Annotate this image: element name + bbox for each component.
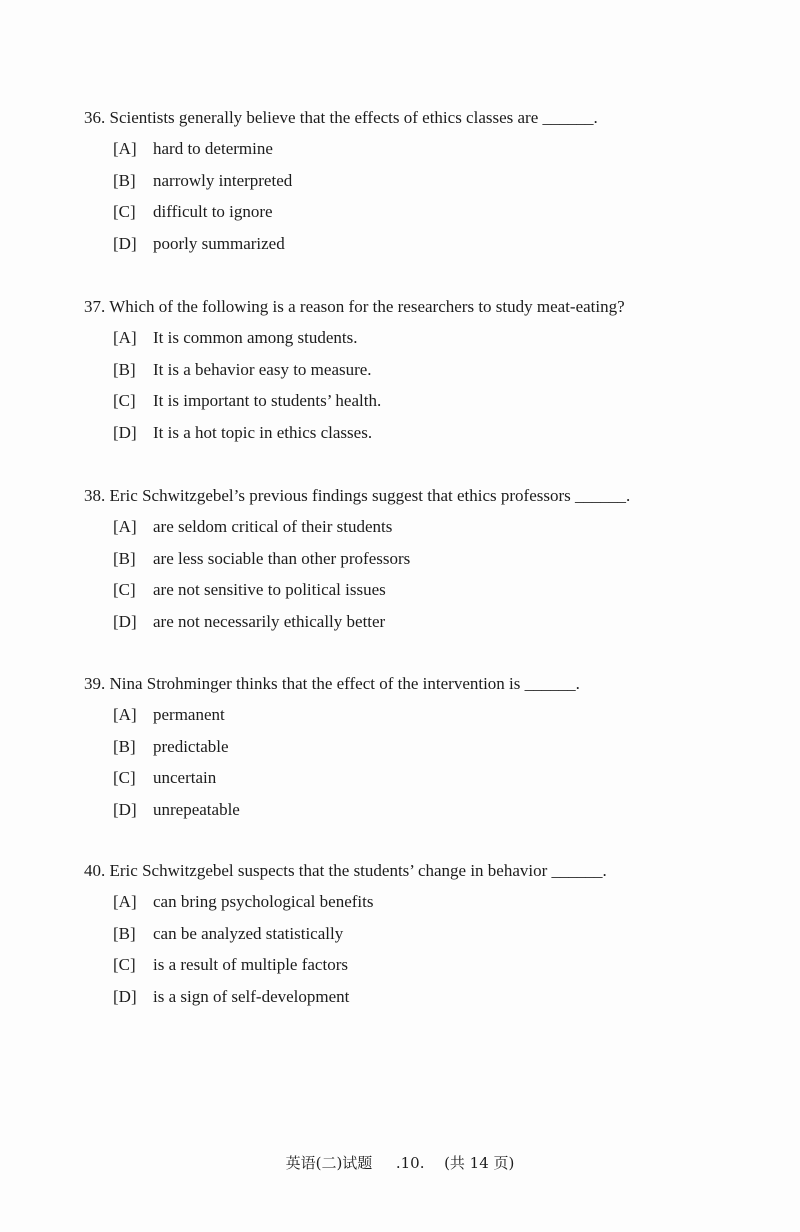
- question-38: [84, 484, 744, 641]
- option-text: uncertain: [153, 768, 217, 788]
- option-b: [113, 169, 744, 201]
- option-a: [113, 703, 744, 735]
- option-list: [84, 326, 744, 452]
- option-a: [113, 515, 744, 547]
- option-b: [113, 358, 744, 390]
- option-letter: [B]: [113, 736, 136, 756]
- option-d: [113, 610, 744, 642]
- option-letter: [A]: [113, 139, 137, 158]
- option-text: poorly summarized: [153, 233, 285, 253]
- option-list: [84, 890, 744, 1016]
- option-d: [113, 232, 744, 264]
- option-c: [113, 953, 744, 985]
- option-text: unrepeatable: [153, 799, 240, 819]
- question-39: [84, 672, 744, 829]
- option-text: is a sign of self-development: [153, 986, 350, 1006]
- option-letter: [A]: [113, 705, 137, 724]
- option-letter: [A]: [113, 892, 137, 911]
- option-text: can be analyzed statistically: [153, 923, 344, 943]
- option-text: predictable: [153, 736, 229, 756]
- question-stem: 39. Nina Strohminger thinks that the effect of the intervention is ______.: [84, 674, 580, 693]
- footer-page-number: .10.: [395, 1154, 425, 1172]
- option-text: It is a hot topic in ethics classes.: [153, 422, 373, 442]
- option-text: It is common among students.: [153, 328, 358, 347]
- option-letter: [D]: [113, 422, 137, 442]
- option-letter: [A]: [113, 328, 137, 347]
- option-text: can bring psychological benefits: [153, 892, 374, 911]
- option-d: [113, 798, 744, 830]
- option-text: permanent: [153, 705, 225, 724]
- option-text: are less sociable than other professors: [153, 548, 411, 568]
- option-letter: [D]: [113, 799, 137, 819]
- option-text: difficult to ignore: [153, 202, 273, 222]
- option-a: [113, 137, 744, 169]
- option-b: [113, 547, 744, 579]
- option-letter: [D]: [113, 233, 137, 253]
- option-b: [113, 922, 744, 954]
- option-text: narrowly interpreted: [153, 170, 293, 190]
- option-c: [113, 200, 744, 232]
- option-letter: [B]: [113, 359, 136, 379]
- option-letter: [C]: [113, 202, 136, 222]
- option-d: [113, 985, 744, 1017]
- footer-total-pages: (共 14 页): [444, 1154, 515, 1172]
- option-letter: [D]: [113, 611, 137, 631]
- option-text: is a result of multiple factors: [153, 955, 348, 975]
- option-d: [113, 421, 744, 453]
- option-c: [113, 389, 744, 421]
- option-text: are not sensitive to political issues: [153, 580, 386, 600]
- option-letter: [C]: [113, 768, 136, 788]
- option-text: are seldom critical of their students: [153, 517, 393, 536]
- option-letter: [C]: [113, 580, 136, 600]
- option-text: hard to determine: [153, 139, 273, 158]
- question-stem: 36. Scientists generally believe that the effects of ethics classes are ______.: [84, 108, 598, 127]
- page-footer: [0, 1152, 800, 1174]
- option-list: [84, 515, 744, 641]
- option-letter: [B]: [113, 170, 136, 190]
- question-36: [84, 106, 744, 263]
- option-a: [113, 890, 744, 922]
- option-letter: [A]: [113, 517, 137, 536]
- footer-subject: 英语(二)试题: [285, 1154, 373, 1172]
- option-letter: [C]: [113, 391, 136, 411]
- question-40: [84, 859, 744, 1016]
- option-a: [113, 326, 744, 358]
- question-stem: 38. Eric Schwitzgebel’s previous findings suggest that ethics professors ______.: [84, 486, 631, 505]
- option-text: It is a behavior easy to measure.: [153, 359, 372, 379]
- option-text: It is important to students’ health.: [153, 391, 382, 411]
- question-stem: 40. Eric Schwitzgebel suspects that the students’ change in behavior ______.: [84, 861, 607, 880]
- option-letter: [D]: [113, 986, 137, 1006]
- option-c: [113, 766, 744, 798]
- option-letter: [B]: [113, 548, 136, 568]
- question-37: [84, 295, 744, 452]
- option-c: [113, 578, 744, 610]
- option-list: [84, 137, 744, 263]
- option-letter: [B]: [113, 923, 136, 943]
- question-stem: 37. Which of the following is a reason for the researchers to study meat-eating?: [84, 297, 625, 316]
- option-letter: [C]: [113, 955, 136, 975]
- option-text: are not necessarily ethically better: [153, 611, 386, 631]
- option-b: [113, 735, 744, 767]
- option-list: [84, 703, 744, 829]
